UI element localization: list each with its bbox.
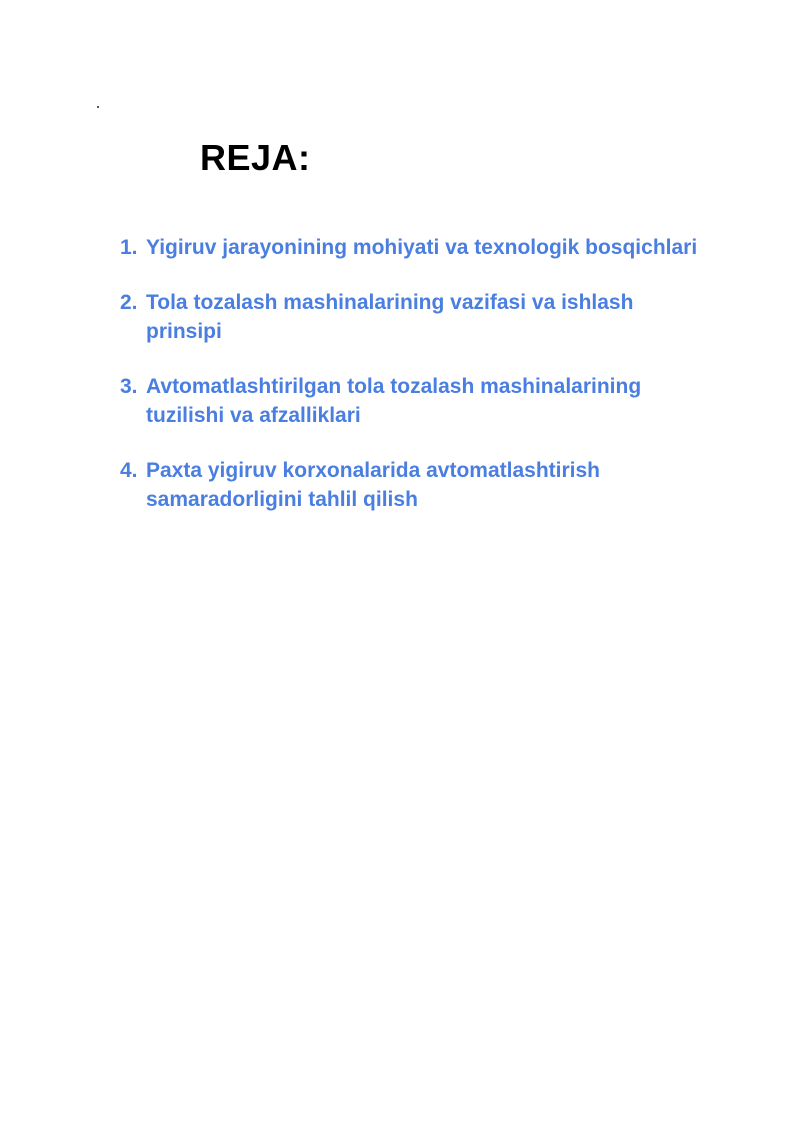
plan-item-number: 4. [120,459,138,482]
plan-item-text: Paxta yigiruv korxonalarida avtomatlashtirish samaradorligini tahlil qilish [146,459,601,511]
plan-item-number: 1. [120,236,138,259]
page-title: REJA: [200,137,311,178]
stray-dot-mark [97,106,99,108]
plan-item-number: 2. [120,291,138,314]
plan-item-text: Avtomatlashtirilgan tola tozalash mashinalarining tuzilishi va afzalliklari [146,375,642,427]
plan-item-3 [120,372,700,430]
plan-item-2 [120,288,700,346]
plan-item-text: Tola tozalash mashinalarining vazifasi va ishlash prinsipi [146,291,634,343]
plan-item-text: Yigiruv jarayonining mohiyati va texnologik bosqichlari [146,236,698,259]
plan-item-4 [120,456,700,514]
plan-item-number: 3. [120,375,138,398]
plan-item-1 [120,233,700,262]
plan-list [120,233,700,540]
